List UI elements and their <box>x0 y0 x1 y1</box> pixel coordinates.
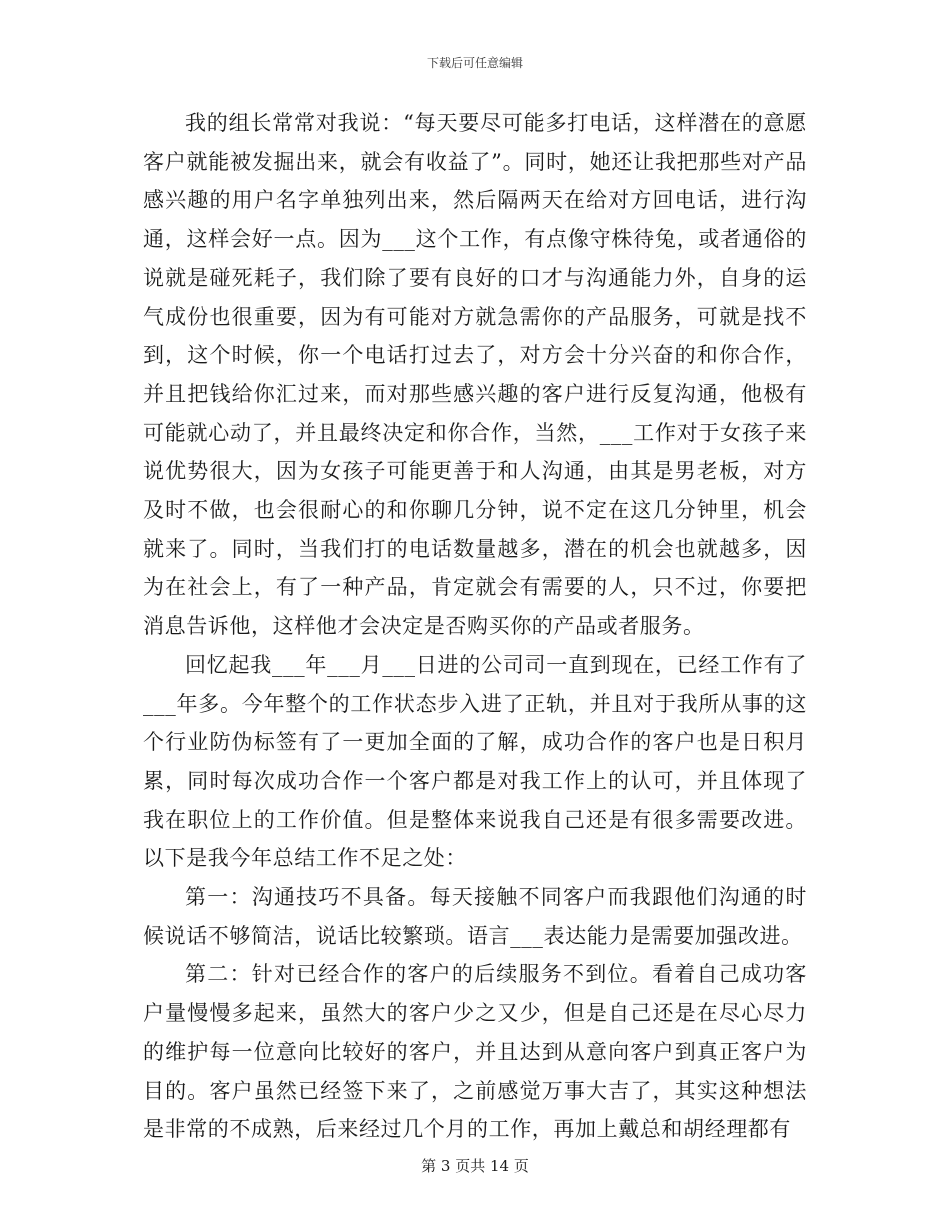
paragraph-1: 我的组长常常对我说：“每天要尽可能多打电话，这样潜在的意愿客户就能被发掘出来，就会有收益了”。同时，她还让我把那些对产品感兴趣的用户名字单独列出来，然后隔两天在给对方回电话，进行沟通，这样会好一点。因为___这个工作，有点像守株待兔，或者通俗的说就是碰死耗子，我们除了要有良好的口才与沟通能力外，自身的运气成份也很重要，因为有可能对方就急需你的产品服务，可就是找不到，这个时候，你一个电话打过去了，对方会十分兴奋的和你合作，并且把钱给你汇过来，而对那些感兴趣的客户进行反复沟通，他极有可能就心动了，并且最终决定和你合作，当然，___工作对于女孩子来说优势很大，因为女孩子可能更善于和人沟通，由其是男老板，对方及时不做，也会很耐心的和你聊几分钟，说不定在这几分钟里，机会就来了。同时，当我们打的电话数量越多，潜在的机会也就越多，因为在社会上，有了一种产品，肯定就会有需要的人，只不过，你要把消息告诉他，这样他才会决定是否购买你的产品或者服务。 <box>143 111 807 639</box>
paragraph-2: 回忆起我___年___月___日进的公司司一直到现在，已经工作有了___年多。今年整个的工作状态步入进了正轨，并且对于我所从事的这个行业防伪标签有了一更加全面的了解，成功合作的客户也是日积月累，同时每次成功合作一个客户都是对我工作上的认可，并且体现了我在职位上的工作价值。但是整体来说我自己还是有很多需要改进。以下是我今年总结工作不足之处： <box>143 652 807 871</box>
page-footer: 第 3 页共 14 页 <box>421 1157 529 1175</box>
page-header: 下载后可任意编辑 <box>426 56 523 70</box>
paragraph-3: 第一：沟通技巧不具备。每天接触不同客户而我跟他们沟通的时候说话不够简洁，说话比较繁琐。语言___表达能力是需要加强改进。 <box>143 885 807 948</box>
document-body <box>143 104 807 1149</box>
paragraph-4: 第二：针对已经合作的客户的后续服务不到位。看着自己成功客户量慢慢多起来，虽然大的客户少之又少，但是自己还是在尽心尽力的维护每一位意向比较好的客户，并且达到从意向客户到真正客户为目的。客户虽然已经签下来了，之前感觉万事大吉了，其实这种想法是非常的不成熟，后来经过几个月的工作，再加上戴总和胡经理都有 <box>143 962 807 1142</box>
